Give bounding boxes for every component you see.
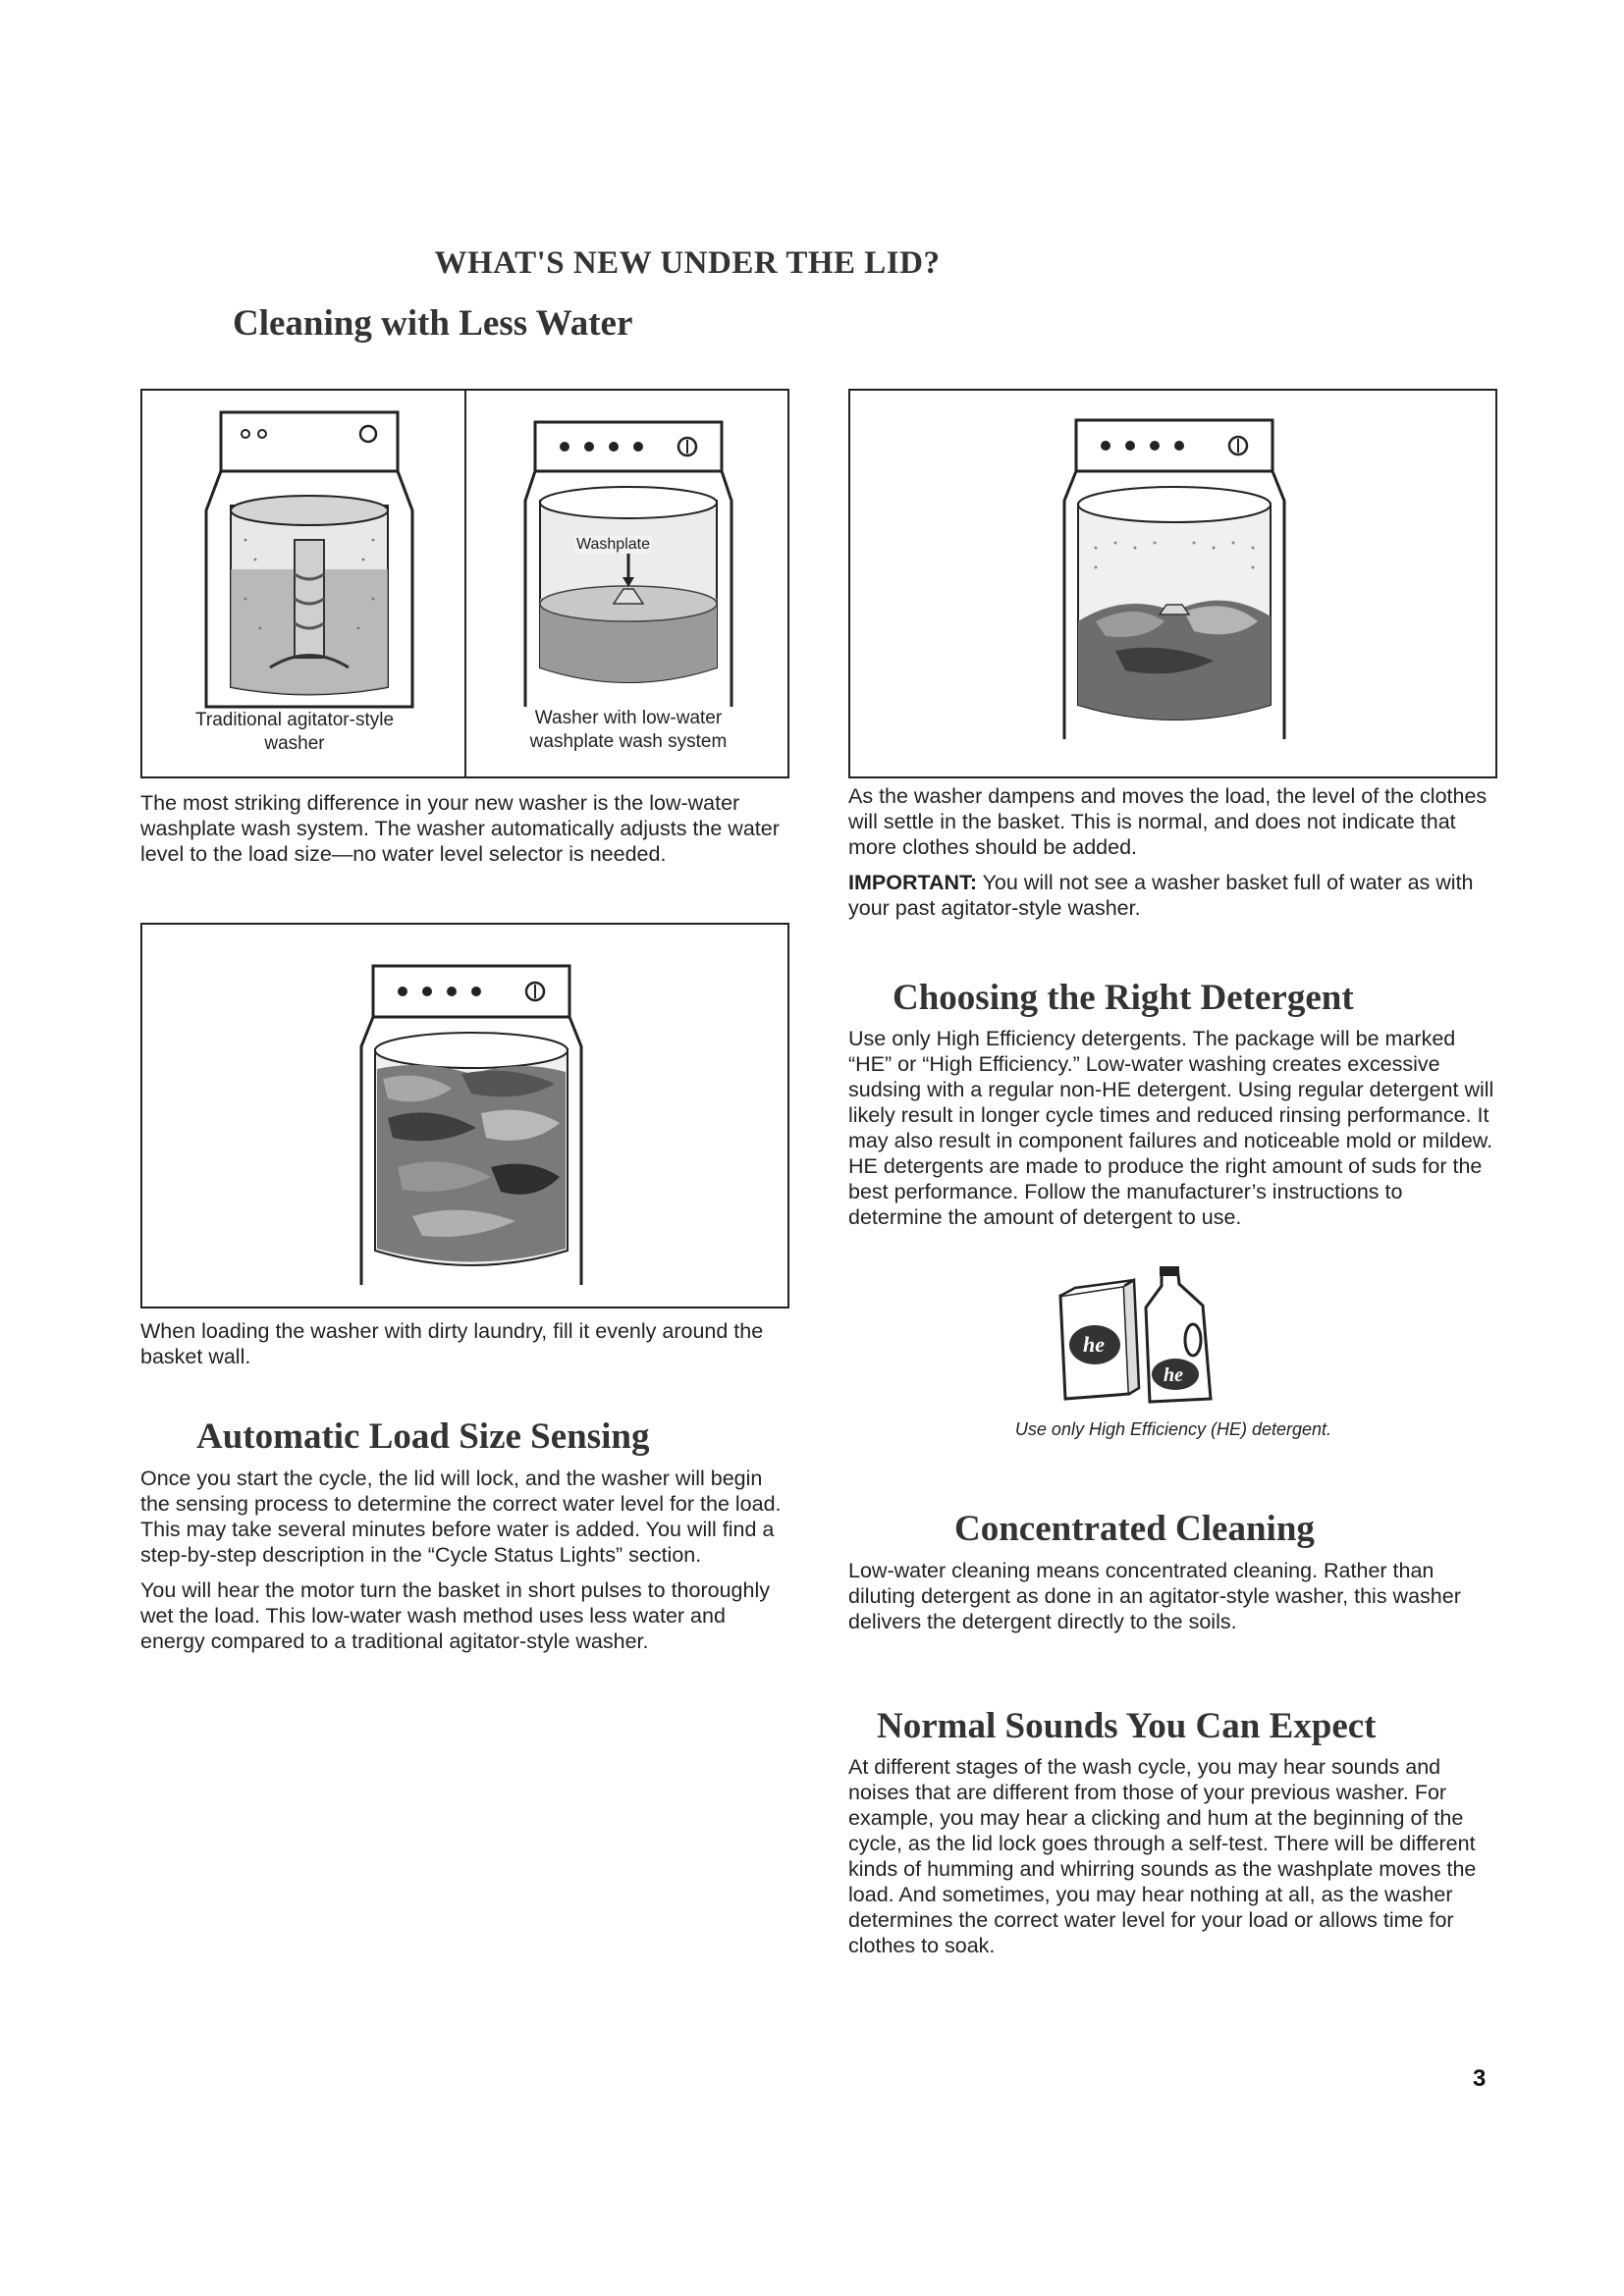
text-normal-sounds: At different stages of the wash cycle, you may hear sounds and noises that are different from those of your previous washer. For example, you may hear a clicking and hum at the beginning of the cycle, as the lid lock goes through a self-test. There will be different kinds of humming and whirring sounds as the washplate moves the load. And sometimes, you may hear nothing at all, as the washer determines the correct water level for your load or allows time for clothes to soak. <box>848 1755 1477 1957</box>
figure-divider <box>464 391 466 776</box>
figure-clothes-settling <box>848 389 1497 778</box>
heading-concentrated-cleaning: Concentrated Cleaning <box>954 1509 1315 1549</box>
text-low-water-system: The most striking difference in your new washer is the low-water washplate wash system. The washer automatically adjusts the water level to the load size—no water level selector is needed. <box>140 791 780 866</box>
heading-cleaning-less-water: Cleaning with Less Water <box>233 303 633 344</box>
text-detergent: Use only High Efficiency detergents. The package will be marked “HE” or “High Efficiency.” Low-water washing creates excessive sudsing with a regular non-HE detergent. Using regular detergent will likely result in longer cycle times and reduced rinsing performance. It may also result in component failures and noticeable mold or mildew. HE detergents are made to produce the right amount of suds for the best performance. Follow the manufacturer’s instructions to determine the amount of detergent to use. <box>848 1027 1494 1229</box>
he-detergent-illustration <box>1056 1266 1242 1404</box>
traditional-washer-illustration <box>201 402 417 717</box>
important-label: IMPORTANT: <box>848 871 977 894</box>
washplate-label: Washplate <box>576 536 650 553</box>
figure-loading-laundry <box>140 923 789 1308</box>
paragraph-important <box>848 870 1496 921</box>
page-title: WHAT'S NEW UNDER THE LID? <box>434 245 941 281</box>
heading-choosing-detergent: Choosing the Right Detergent <box>893 978 1354 1018</box>
he-logo-bottle: he <box>1164 1364 1183 1386</box>
washplate-washer-illustration <box>520 412 736 707</box>
heading-load-sensing: Automatic Load Size Sensing <box>196 1416 650 1457</box>
paragraph-load-sensing-2: You will hear the motor turn the basket in short pulses to thoroughly wet the load. This low-water wash method uses less water and energy compared to a traditional agitator-style washer. <box>140 1578 770 1653</box>
caption-he-detergent: Use only High Efficiency (HE) detergent. <box>1014 1419 1332 1439</box>
caption-traditional-washer: Traditional agitator-style washer <box>194 710 395 754</box>
washer-full-load-illustration <box>353 956 589 1290</box>
figure-washer-comparison <box>140 389 789 778</box>
heading-normal-sounds: Normal Sounds You Can Expect <box>877 1706 1377 1746</box>
text-loading-laundry: When loading the washer with dirty laundry, fill it evenly around the basket wall. <box>140 1319 764 1368</box>
text-load-sensing <box>140 1466 790 1664</box>
important-text: You will not see a washer basket full of water as with your past agitator-style washer. <box>848 871 1474 920</box>
page-number: 3 <box>1473 2065 1487 2092</box>
washer-settled-load-illustration <box>1056 410 1292 744</box>
paragraph-load-sensing-1: Once you start the cycle, the lid will lock, and the washer will begin the sensing process to determine the correct water level for the load. This may take several minutes before water is added. You will find a step-by-step description in the “Cycle Status Lights” section. <box>140 1467 782 1567</box>
caption-washplate-washer: Washer with low-water washplate wash system <box>529 708 728 752</box>
text-concentrated-cleaning: Low-water cleaning means concentrated cleaning. Rather than diluting detergent as done in an agitator-style washer, this washer delivers the detergent directly to the soils. <box>848 1559 1461 1633</box>
text-clothes-settle <box>848 783 1496 931</box>
paragraph-clothes-settle: As the washer dampens and moves the load, the level of the clothes will settle in the basket. This is normal, and does not indicate that more clothes should be added. <box>848 784 1488 859</box>
he-logo-box: he <box>1083 1332 1105 1357</box>
